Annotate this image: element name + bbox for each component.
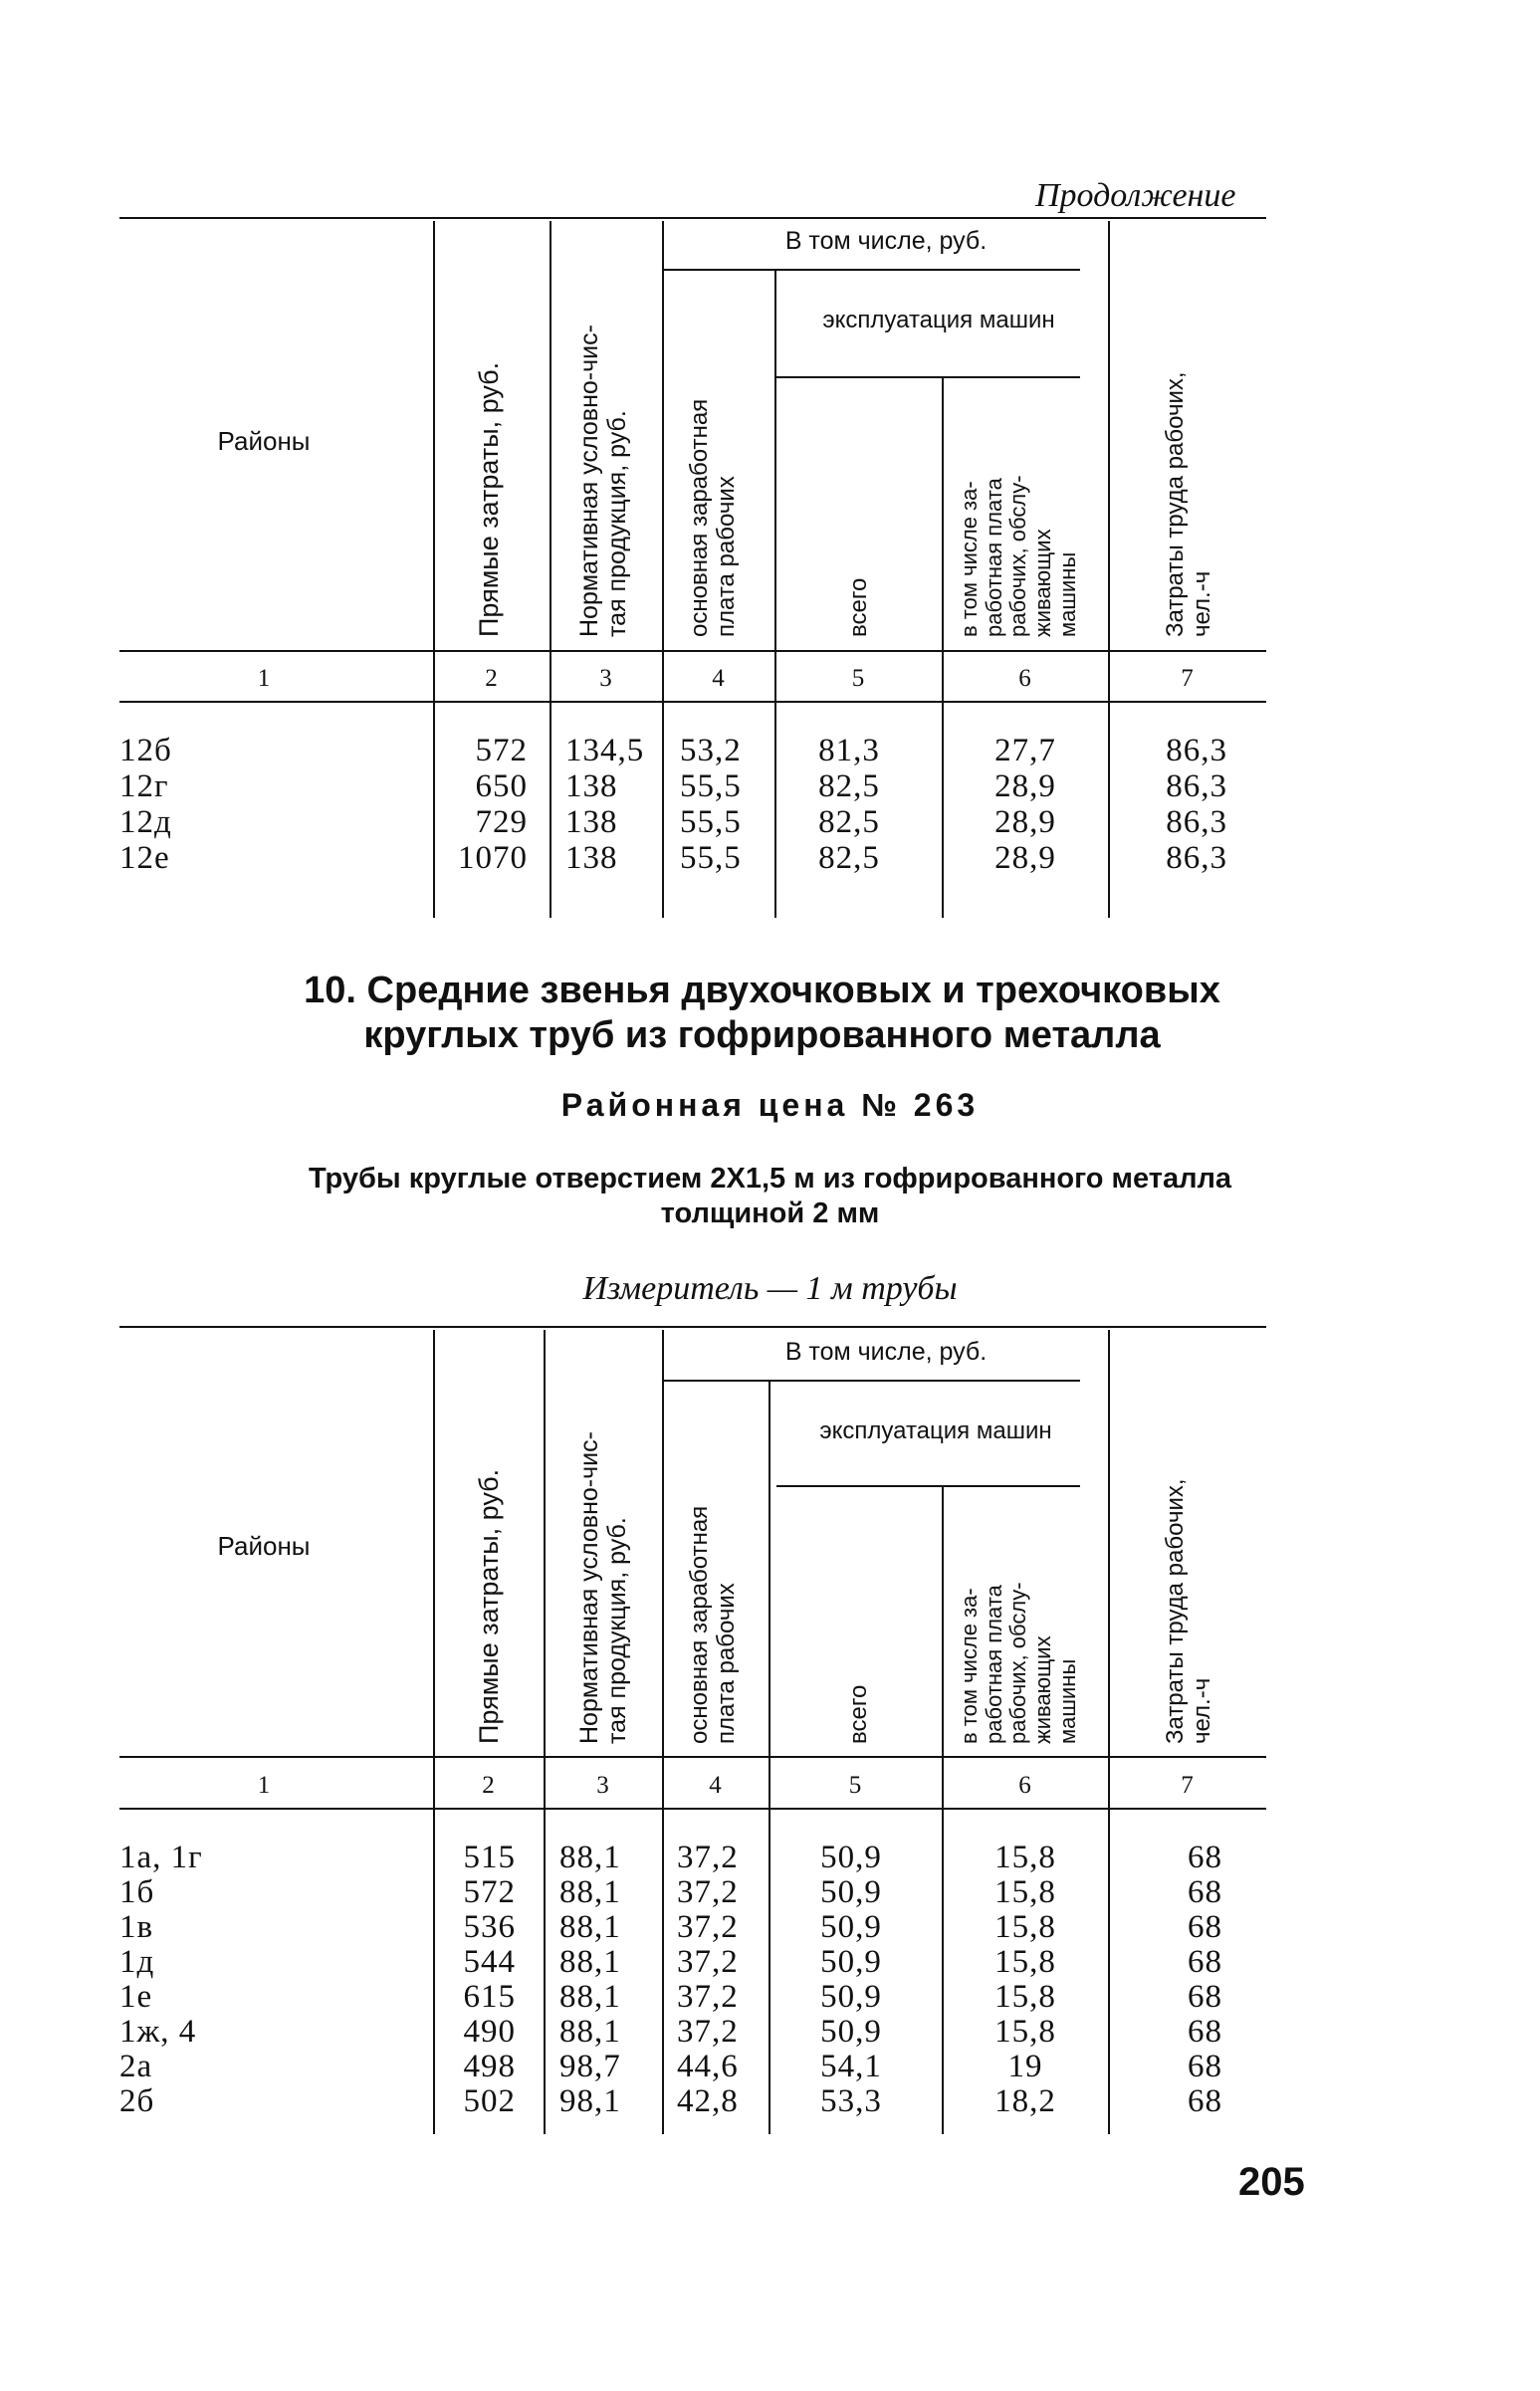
direct-costs-header: Прямые затраты, руб. — [474, 1468, 504, 1744]
section-title: 10. Средние звенья двухочковых и трехочковых круглых труб из гофрированного металла — [304, 970, 1220, 1056]
cell-normative: 134,5 — [565, 733, 645, 768]
cell-labor: 86,3 — [1166, 733, 1227, 768]
cell-labor: 68 — [1188, 1979, 1222, 2015]
cell-incl: 28,9 — [994, 840, 1056, 876]
cell-incl: 15,8 — [994, 2014, 1056, 2050]
cell-total: 50,9 — [820, 1979, 882, 2015]
cell-labor: 68 — [1188, 1944, 1222, 1980]
cell-normative: 88,1 — [559, 1840, 621, 1875]
col-num: 7 — [1181, 665, 1194, 692]
cell-total: 81,3 — [818, 733, 880, 768]
incl-wage-header: в том числе за- работная плата рабочих, обслу- живающих машины — [957, 475, 1080, 637]
cell-direct: 572 — [475, 733, 528, 768]
cell-total: 82,5 — [818, 804, 880, 840]
cell-wage: 55,5 — [680, 840, 742, 876]
cell-labor: 68 — [1188, 1909, 1222, 1945]
col-num: 1 — [257, 665, 271, 692]
cell-labor: 68 — [1188, 1840, 1222, 1875]
cell-labor: 68 — [1188, 1874, 1222, 1910]
cell-direct: 615 — [463, 1979, 516, 2015]
normative-header: Нормативная условно-чис- тая продукция, руб. — [575, 1431, 631, 1744]
col-num: 1 — [257, 1772, 271, 1799]
table1-vline — [662, 221, 664, 918]
col-num: 6 — [1018, 665, 1031, 692]
cell-labor: 68 — [1188, 2049, 1222, 2084]
cell-normative: 138 — [565, 768, 618, 804]
cell-total: 50,9 — [820, 1909, 882, 1945]
col-num: 7 — [1181, 1772, 1194, 1799]
cell-total: 53,3 — [820, 2083, 882, 2119]
regions-header: Районы — [217, 1531, 311, 1561]
table2-vline — [433, 1330, 435, 2134]
cell-direct: 650 — [475, 768, 528, 804]
cell-direct: 536 — [463, 1909, 516, 1945]
cell-incl: 15,8 — [994, 1944, 1056, 1980]
col-num: 4 — [712, 665, 725, 692]
cell-region: 12г — [119, 768, 169, 804]
cell-normative: 88,1 — [559, 2014, 621, 2050]
labor-header: Затраты труда рабочих, чел.-ч — [1162, 371, 1215, 637]
table1-vline — [550, 221, 551, 918]
total-header: всего — [845, 1684, 872, 1744]
col-num: 5 — [848, 1772, 862, 1799]
direct-costs-header: Прямые затраты, руб. — [474, 361, 504, 637]
cell-incl: 15,8 — [994, 1874, 1056, 1910]
cell-normative: 88,1 — [559, 1909, 621, 1945]
col-num: 2 — [485, 665, 498, 692]
cell-region: 1а, 1г — [119, 1840, 203, 1875]
cell-wage: 44,6 — [677, 2049, 739, 2084]
table1-vline — [942, 378, 944, 918]
cell-total: 82,5 — [818, 768, 880, 804]
machine-ops-header: эксплуатация машин — [819, 1417, 1052, 1444]
cell-wage: 53,2 — [680, 733, 742, 768]
measure-unit: Измеритель — 1 м трубы — [582, 1270, 958, 1307]
cell-region: 12б — [119, 733, 172, 768]
table1-machine-rule — [776, 376, 1080, 378]
table1-top-rule — [119, 217, 1266, 219]
table1-header-rule — [119, 650, 1266, 652]
cell-incl: 27,7 — [994, 733, 1056, 768]
base-wage-header: основная заработная плата рабочих — [686, 398, 740, 637]
cell-direct: 1070 — [458, 840, 528, 876]
cell-incl: 15,8 — [994, 1840, 1056, 1875]
table2-incl-rule — [662, 1380, 1080, 1382]
total-header: всего — [845, 577, 872, 637]
table1-vline — [1108, 221, 1110, 918]
cell-wage: 55,5 — [680, 768, 742, 804]
cell-wage: 37,2 — [677, 1944, 739, 1980]
table2-colnum-rule — [119, 1808, 1266, 1810]
table1-colnum-rule — [119, 701, 1266, 703]
cell-labor: 68 — [1188, 2014, 1222, 2050]
machine-ops-header: эксплуатация машин — [822, 307, 1055, 333]
cell-wage: 37,2 — [677, 1840, 739, 1875]
cell-region: 2а — [119, 2049, 153, 2084]
cell-incl: 15,8 — [994, 1909, 1056, 1945]
cell-wage: 37,2 — [677, 2014, 739, 2050]
table2-vline — [662, 1330, 664, 2134]
cell-region: 1д — [119, 1944, 155, 1980]
table2-vline — [942, 1487, 944, 2134]
cell-labor: 86,3 — [1166, 840, 1227, 876]
table2-top-rule — [119, 1326, 1266, 1328]
incl-wage-header: в том числе за- работная плата рабочих, обслу- живающих машины — [957, 1582, 1080, 1744]
cell-direct: 729 — [475, 804, 528, 840]
cell-normative: 98,7 — [559, 2049, 621, 2084]
cell-region: 2б — [119, 2083, 155, 2119]
cell-wage: 37,2 — [677, 1909, 739, 1945]
cell-wage: 37,2 — [677, 1979, 739, 2015]
cell-normative: 88,1 — [559, 1944, 621, 1980]
cell-total: 50,9 — [820, 1874, 882, 1910]
table1-vline — [774, 271, 776, 918]
table2-machine-rule — [776, 1485, 1080, 1487]
cell-direct: 515 — [463, 1840, 516, 1875]
cell-labor: 68 — [1188, 2083, 1222, 2119]
cell-incl: 18,2 — [994, 2083, 1056, 2119]
table2-vline — [1108, 1330, 1110, 2134]
cell-direct: 498 — [463, 2049, 516, 2084]
description: Трубы круглые отверстием 2Х1,5 м из гофрированного металла толщиной 2 мм — [308, 1163, 1232, 1229]
cell-wage: 42,8 — [677, 2083, 739, 2119]
cell-normative: 138 — [565, 804, 618, 840]
labor-header: Затраты труда рабочих, чел.-ч — [1162, 1478, 1215, 1744]
cell-total: 50,9 — [820, 1944, 882, 1980]
cell-incl: 28,9 — [994, 768, 1056, 804]
cell-labor: 86,3 — [1166, 804, 1227, 840]
cell-incl: 28,9 — [994, 804, 1056, 840]
cell-direct: 544 — [463, 1944, 516, 1980]
cell-incl: 19 — [1007, 2049, 1043, 2084]
table1-vline — [433, 221, 435, 918]
cell-region: 12д — [119, 804, 172, 840]
cell-total: 50,9 — [820, 2014, 882, 2050]
continuation-label: Продолжение — [1035, 177, 1236, 214]
cell-normative: 88,1 — [559, 1874, 621, 1910]
cell-region: 1в — [119, 1909, 154, 1945]
base-wage-header: основная заработная плата рабочих — [686, 1505, 740, 1744]
col-num: 2 — [482, 1772, 495, 1799]
district-price: Районная цена № 263 — [560, 1087, 980, 1123]
table2-vline — [769, 1382, 770, 2134]
regions-header: Районы — [217, 426, 311, 456]
cell-direct: 502 — [463, 2083, 516, 2119]
cell-direct: 490 — [463, 2014, 516, 2050]
cell-normative: 138 — [565, 840, 618, 876]
col-num: 3 — [596, 1772, 609, 1799]
cell-normative: 88,1 — [559, 1979, 621, 2015]
cell-region: 1е — [119, 1979, 153, 2015]
cell-labor: 86,3 — [1166, 768, 1227, 804]
cell-direct: 572 — [463, 1874, 516, 1910]
table2-header-rule — [119, 1756, 1266, 1758]
cell-normative: 98,1 — [559, 2083, 621, 2119]
cell-total: 82,5 — [818, 840, 880, 876]
col-num: 5 — [851, 665, 865, 692]
cell-region: 1ж, 4 — [119, 2014, 197, 2050]
normative-header: Нормативная условно-чис- тая продукция, руб. — [575, 325, 631, 637]
table2-vline — [544, 1330, 546, 2134]
col-num: 4 — [709, 1772, 722, 1799]
cell-region: 1б — [119, 1874, 155, 1910]
page-number: 205 — [1238, 2160, 1305, 2204]
cell-incl: 15,8 — [994, 1979, 1056, 2015]
incl-rub-header: В том числе, руб. — [784, 227, 988, 255]
col-num: 3 — [599, 665, 612, 692]
cell-wage: 55,5 — [680, 804, 742, 840]
cell-total: 50,9 — [820, 1840, 882, 1875]
cell-wage: 37,2 — [677, 1874, 739, 1910]
cell-region: 12е — [119, 840, 170, 876]
col-num: 6 — [1018, 1772, 1031, 1799]
table1-incl-rule — [662, 269, 1080, 271]
incl-rub-header: В том числе, руб. — [784, 1338, 988, 1366]
cell-total: 54,1 — [820, 2049, 882, 2084]
